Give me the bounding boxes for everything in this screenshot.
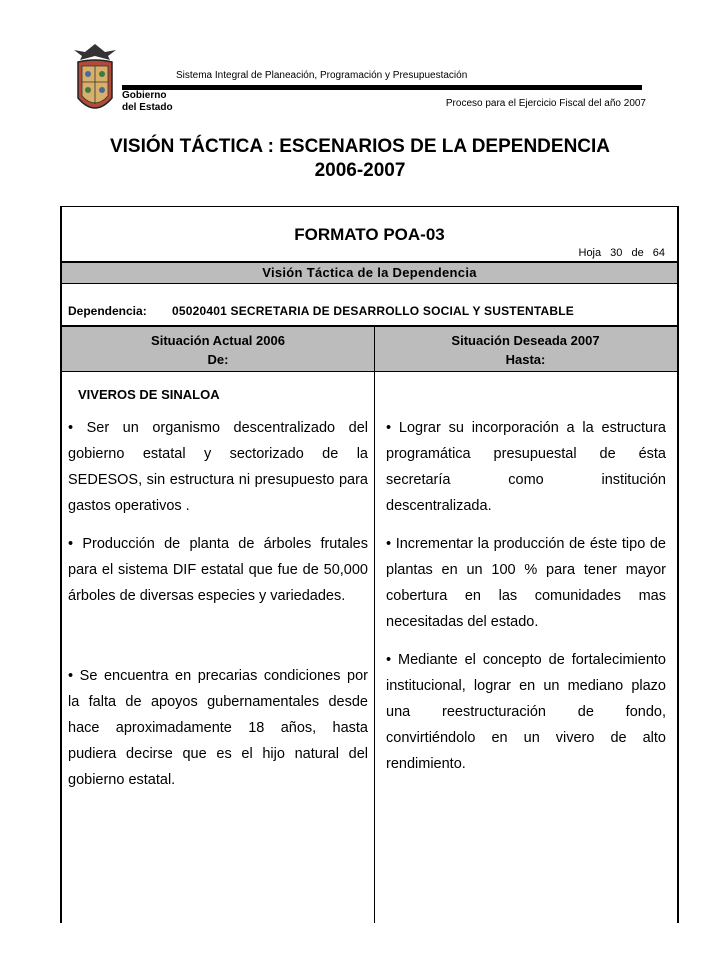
page-title-line1: VISIÓN TÁCTICA : ESCENARIOS DE LA DEPENDENCIA bbox=[109, 136, 611, 157]
system-title: Sistema Integral de Planeación, Programación y Presupuestación bbox=[176, 70, 468, 81]
subject-heading: VIVEROS DE SINALOA bbox=[78, 387, 220, 402]
government-label: Gobierno bbox=[122, 90, 167, 101]
current-item: • Se encuentra en precarias condiciones por la falta de apoyos gubernamentales desde hace aproximadamente 18 años, hasta pudiera decirse que es el hijo natural del gobierno estatal. bbox=[68, 668, 368, 788]
current-item: • Ser un organismo descentralizado del gobierno estatal y sectorizado de la SEDESOS, sin estructura ni presupuesto para gastos operativos . bbox=[68, 420, 368, 514]
desired-item: • Incrementar la producción de éste tipo de plantas en un 100 % para tener mayor cobertura en las comunidades mas necesitadas del estado. bbox=[386, 536, 666, 630]
desired-item: • Lograr su incorporación a la estructura programática presupuestal de ésta secretaría como institución descentralizada. bbox=[386, 420, 666, 514]
desired-situation-list bbox=[386, 415, 666, 777]
situation-header-bar bbox=[62, 327, 677, 372]
header-divider bbox=[122, 85, 642, 90]
current-situation-list bbox=[68, 415, 368, 793]
column-divider bbox=[374, 327, 375, 923]
dependencia-value: 05020401 SECRETARIA DE DESARROLLO SOCIAL Y SUSTENTABLE bbox=[172, 304, 575, 318]
page-title bbox=[0, 135, 720, 183]
desired-situation-title: Situación Deseada 2007 bbox=[451, 333, 600, 348]
state-coat-of-arms-logo bbox=[70, 42, 120, 120]
government-sublabel: del Estado bbox=[122, 102, 173, 113]
desired-situation-until: Hasta: bbox=[505, 352, 546, 367]
page-title-line2: 2006-2007 bbox=[314, 160, 406, 181]
process-subtitle: Proceso para el Ejercicio Fiscal del año 2007 bbox=[445, 98, 646, 109]
desired-item: • Mediante el concepto de fortalecimiento institucional, lograr en un mediano plazo una reestructuración de fondo, convirtiéndolo en un vivero de alto rendimiento. bbox=[386, 652, 666, 772]
current-situation-from: De: bbox=[207, 352, 229, 367]
page-counter: Hoja 30 de 64 bbox=[578, 247, 665, 259]
desired-situation-header bbox=[374, 331, 677, 369]
current-situation-title: Situación Actual 2006 bbox=[151, 333, 285, 348]
poa-form bbox=[60, 206, 679, 923]
dependencia-label: Dependencia: bbox=[68, 304, 147, 318]
current-item: • Producción de planta de árboles frutales para el sistema DIF estatal que fue de 50,000 árboles de diversas especies y variedades. bbox=[68, 536, 368, 604]
section-header: Visión Táctica de la Dependencia bbox=[62, 263, 677, 284]
form-code: FORMATO POA-03 bbox=[294, 225, 445, 244]
current-situation-header bbox=[62, 331, 374, 369]
